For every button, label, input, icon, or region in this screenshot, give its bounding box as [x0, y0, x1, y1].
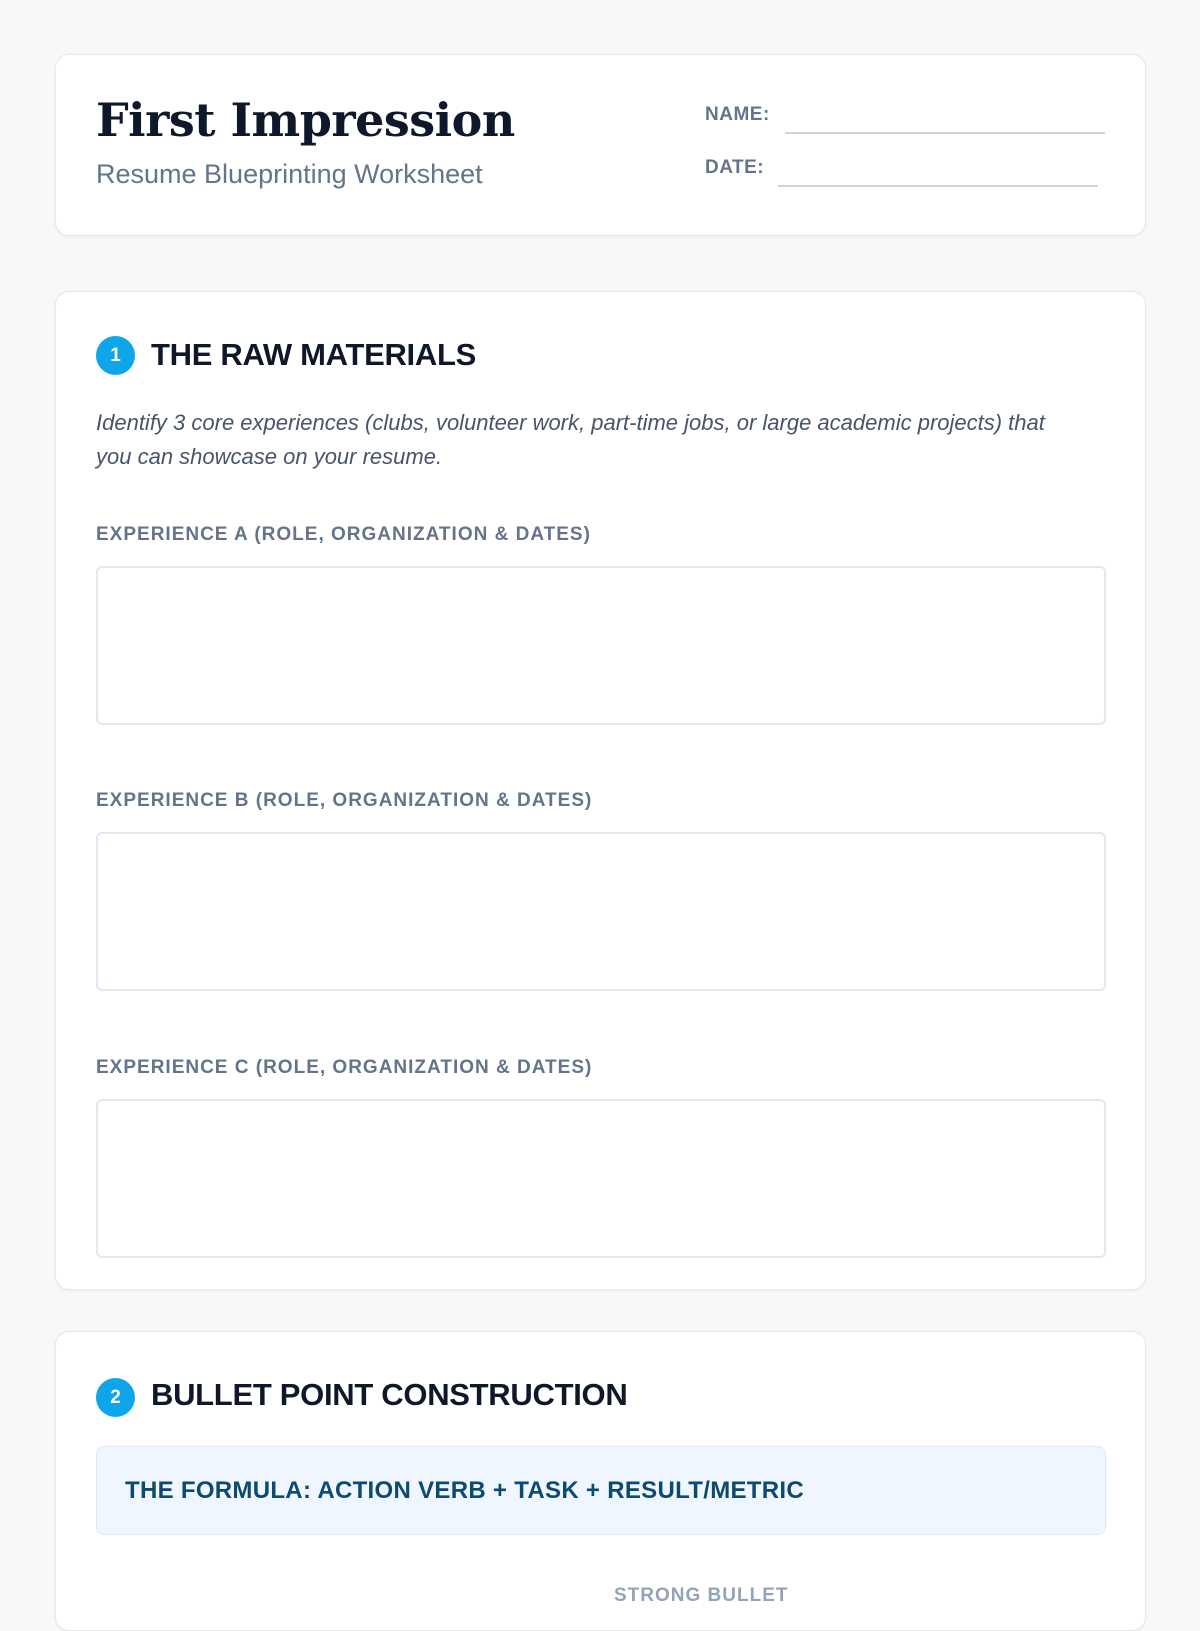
section-number-badge: 1 — [96, 336, 135, 375]
page-title: First Impression — [96, 93, 515, 147]
experience-c-input[interactable] — [96, 1099, 1106, 1258]
section-number-badge: 2 — [96, 1378, 135, 1417]
section-instructions: Identify 3 core experiences (clubs, volunteer work, part-time jobs, or large academic projects) that you can showcase on your resume. — [96, 410, 1045, 469]
name-field[interactable] — [785, 132, 1105, 134]
worksheet-header — [55, 54, 1146, 236]
strong-bullet-column-label: STRONG BULLET — [614, 1585, 789, 1606]
name-label: NAME: — [705, 104, 770, 125]
formula-callout — [96, 1446, 1106, 1535]
experience-a-label: EXPERIENCE A (ROLE, ORGANIZATION & DATES) — [96, 524, 591, 545]
page-subtitle: Resume Blueprinting Worksheet — [96, 159, 483, 189]
experience-a-input[interactable] — [96, 566, 1106, 725]
section-title: THE RAW MATERIALS — [151, 337, 476, 372]
section-bullet-construction — [55, 1331, 1146, 1631]
section-title: BULLET POINT CONSTRUCTION — [151, 1377, 628, 1412]
date-field[interactable] — [778, 185, 1098, 187]
experience-b-label: EXPERIENCE B (ROLE, ORGANIZATION & DATES) — [96, 790, 593, 811]
experience-c-label: EXPERIENCE C (ROLE, ORGANIZATION & DATES) — [96, 1057, 593, 1078]
date-label: DATE: — [705, 157, 765, 178]
formula-text: THE FORMULA: ACTION VERB + TASK + RESULT/METRIC — [125, 1477, 804, 1504]
section-raw-materials — [55, 291, 1146, 1290]
experience-b-input[interactable] — [96, 832, 1106, 991]
